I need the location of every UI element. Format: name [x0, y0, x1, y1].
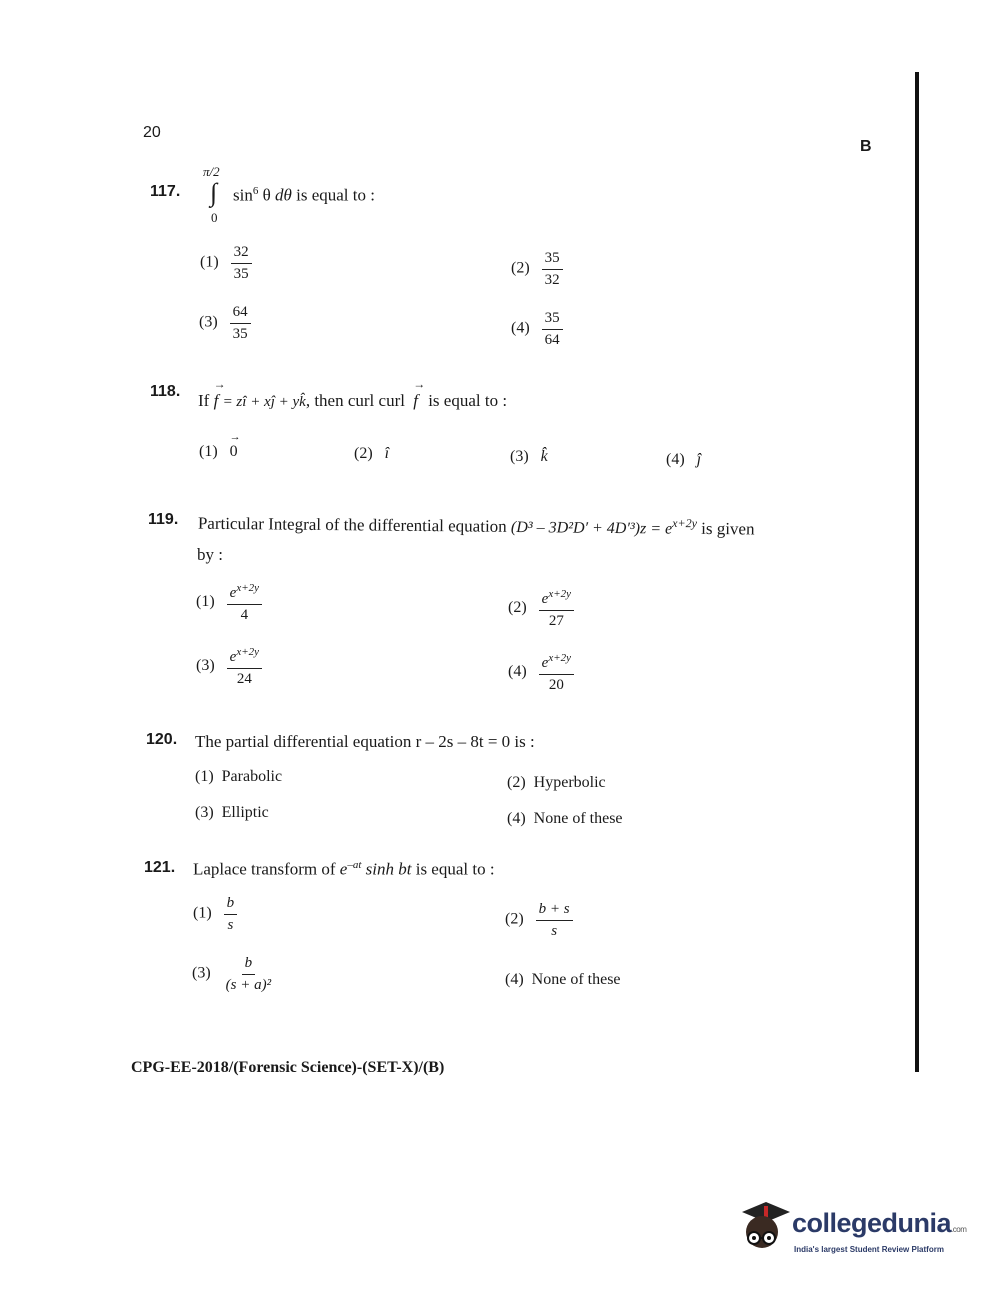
option-3[interactable]: [192, 955, 274, 993]
numerator: 35: [542, 310, 563, 330]
differential-equation: (D³ – 3D²D′ + 4D′³)z = e: [510, 518, 673, 538]
vector-expression: = zî + xĵ + yk̂: [222, 394, 306, 410]
base: e: [541, 655, 549, 671]
zero-vector: [229, 431, 241, 461]
denominator: 35: [232, 325, 248, 342]
vector-arrow: →: [229, 431, 241, 443]
option-4[interactable]: [507, 810, 623, 828]
option-label: (3): [195, 804, 214, 821]
exponent: x+2y: [672, 515, 698, 531]
fraction: [230, 304, 251, 342]
vector-symbol: f: [413, 391, 418, 410]
middle-text: , then curl curl: [305, 391, 405, 410]
prefix-text: If: [198, 391, 210, 410]
power: 6: [252, 185, 259, 197]
integral-sign: ∫: [210, 178, 218, 207]
base: e: [229, 649, 237, 665]
numerator: 32: [231, 244, 252, 264]
fraction: [542, 250, 563, 288]
sin-text: sin: [233, 185, 253, 205]
numerator: [539, 652, 574, 675]
theta: θ: [262, 185, 271, 205]
option-label: (1): [200, 253, 219, 271]
question-number: 121.: [144, 859, 176, 876]
option-1[interactable]: [196, 582, 262, 623]
option-label: (1): [195, 768, 214, 785]
option-label: (1): [193, 904, 212, 922]
denominator: s: [551, 922, 558, 939]
exponent: x+2y: [548, 588, 572, 600]
question-tail: is equal to :: [296, 185, 375, 205]
option-4[interactable]: [508, 652, 574, 693]
logo-suffix: .com: [951, 1225, 967, 1234]
logo-tagline: India's largest Student Review Platform: [794, 1245, 944, 1254]
question-body: Particular Integral of the differential equation: [197, 513, 507, 536]
exponent: x+2y: [548, 652, 572, 664]
vector-arrow: →: [413, 377, 426, 391]
fraction: [223, 955, 274, 993]
question-text: The partial differential equation r – 2s – 8t = 0 is :: [195, 732, 535, 751]
option-1[interactable]: [199, 431, 241, 461]
exponent: –at: [347, 859, 362, 871]
option-1[interactable]: [195, 768, 282, 786]
fraction: [224, 895, 238, 933]
numerator: [539, 588, 574, 611]
option-4[interactable]: [505, 971, 621, 989]
denominator: 20: [548, 676, 564, 693]
option-label: (1): [199, 443, 218, 460]
option-label: (2): [511, 259, 530, 277]
numerator: b: [224, 895, 238, 915]
denominator: (s + a)²: [225, 976, 272, 993]
question-tail: is equal to :: [415, 859, 495, 879]
fraction: [231, 244, 252, 282]
numerator: [227, 646, 262, 669]
denominator: 24: [236, 670, 252, 687]
footer-code: CPG-EE-2018/(Forensic Science)-(SET-X)/(B): [131, 1059, 445, 1076]
prefix-text: Laplace transform of: [193, 859, 336, 879]
option-1[interactable]: [200, 244, 252, 282]
numerator: b + s: [536, 901, 573, 921]
base: e: [229, 585, 237, 601]
mascot-icon: [734, 1198, 794, 1258]
question-text: [198, 377, 508, 411]
option-3[interactable]: [195, 804, 269, 822]
fraction: [542, 310, 563, 348]
page-number: 20: [143, 124, 161, 141]
vector-symbol: f: [213, 391, 219, 410]
exp-base: e: [339, 859, 348, 879]
denominator: 35: [233, 265, 249, 282]
option-value: k̂: [540, 448, 548, 465]
option-label: (2): [508, 599, 527, 617]
option-value: None of these: [531, 971, 621, 988]
question-text: [198, 511, 755, 539]
option-4[interactable]: [511, 310, 563, 348]
question-number: 117.: [150, 183, 181, 200]
fraction: [539, 588, 574, 629]
denominator: 64: [544, 331, 560, 348]
option-2[interactable]: [508, 588, 574, 629]
option-value: î: [384, 445, 390, 462]
option-label: (3): [192, 964, 211, 982]
denominator: s: [227, 916, 234, 933]
option-value: ĵ: [696, 451, 702, 468]
d-theta: dθ: [275, 185, 292, 205]
option-4[interactable]: [666, 451, 701, 469]
option-value: Hyperbolic: [533, 774, 606, 791]
exponent: x+2y: [236, 646, 260, 658]
option-3[interactable]: [196, 646, 262, 687]
collegedunia-logo: [734, 1196, 967, 1266]
option-label: (4): [508, 663, 527, 681]
numerator: [227, 582, 262, 605]
question-line-2: by :: [197, 545, 223, 564]
numerator: 35: [542, 250, 563, 270]
question-tail: is equal to :: [428, 391, 508, 410]
set-code: B: [860, 138, 872, 155]
logo-wordmark: [792, 1208, 966, 1239]
option-2[interactable]: [505, 901, 573, 939]
question-number: 119.: [148, 511, 179, 528]
option-3[interactable]: [510, 448, 548, 466]
option-1[interactable]: [193, 895, 237, 933]
option-label: (2): [507, 774, 526, 791]
fraction: [227, 582, 262, 623]
integral-upper-limit: π/2: [203, 164, 220, 179]
fraction: [536, 901, 573, 939]
integral-lower-limit: 0: [211, 210, 218, 225]
sinh-term: sinh bt: [365, 859, 412, 879]
denominator: 27: [548, 612, 564, 629]
option-value: 0: [229, 443, 238, 460]
question-tail: is given: [701, 518, 755, 539]
option-value: Elliptic: [221, 804, 269, 821]
option-label: (1): [196, 593, 215, 611]
numerator: 64: [230, 304, 251, 324]
option-2[interactable]: [507, 774, 606, 792]
vector-f: [413, 377, 426, 411]
vector-f: [213, 377, 226, 411]
base: e: [541, 591, 549, 607]
scan-edge: [915, 72, 919, 1072]
denominator: 32: [544, 271, 560, 288]
question-text: [233, 185, 375, 206]
option-label: (2): [354, 445, 373, 462]
question-number: 120.: [146, 731, 178, 748]
fraction: [539, 652, 574, 693]
option-label: (4): [511, 319, 530, 337]
option-value: None of these: [533, 810, 623, 827]
question-number: 118.: [150, 383, 181, 400]
vector-arrow: →: [213, 377, 226, 391]
logo-name: collegedunia: [792, 1208, 952, 1238]
numerator: b: [242, 955, 256, 975]
option-label: (2): [505, 910, 524, 928]
exponent: x+2y: [236, 582, 260, 594]
question-text: [193, 859, 495, 880]
denominator: 4: [240, 606, 249, 623]
option-2[interactable]: [354, 445, 389, 463]
option-label: (4): [507, 810, 526, 827]
option-3[interactable]: [199, 304, 251, 342]
option-label: (3): [199, 313, 218, 331]
option-2[interactable]: [511, 250, 563, 288]
option-label: (4): [505, 971, 524, 988]
option-value: Parabolic: [221, 768, 283, 785]
fraction: [227, 646, 262, 687]
option-label: (3): [510, 448, 529, 465]
option-label: (4): [666, 451, 685, 468]
option-label: (3): [196, 657, 215, 675]
